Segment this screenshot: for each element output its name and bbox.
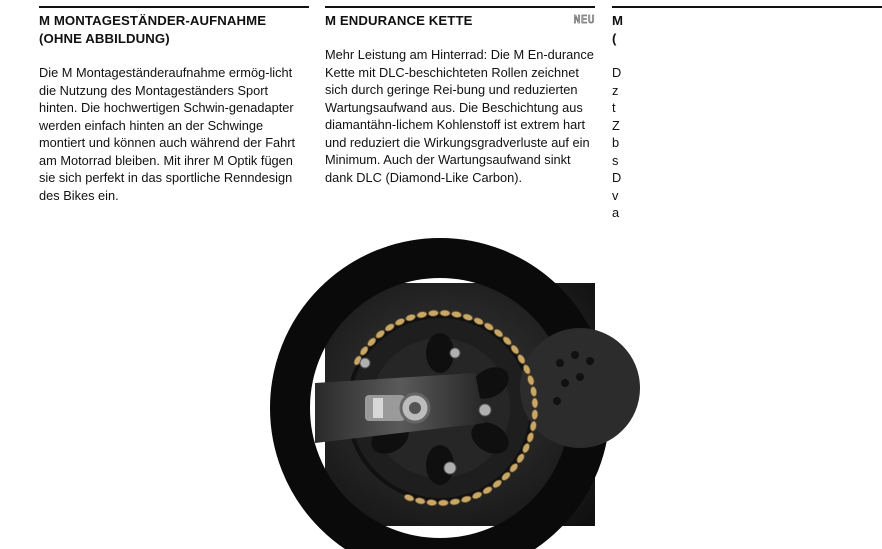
- article-body-line: v: [612, 187, 619, 203]
- chain-sprocket-photo: [325, 283, 595, 526]
- article-body-line: D: [612, 65, 622, 80]
- article-body: [39, 64, 309, 204]
- chain-link: [440, 310, 450, 317]
- article-body-line: a: [612, 205, 620, 220]
- chain-link: [532, 398, 539, 408]
- new-badge: NEU: [573, 13, 595, 26]
- article-body-line: t: [612, 100, 616, 115]
- article-body-text: Die M Montageständeraufnahme ermög-licht die Nutzung des Montageständers Sport hinten. Die hochwertigen Schwin-genadapter werden einfach hinten an der Schwinge montiert und können auch während der Fahrt am Motorrad bleiben. Mit ihrer M Optik fügen sie sich perfekt in das sportliche Renndesign des Bikes ein.: [39, 65, 296, 203]
- article-heading: [612, 12, 882, 48]
- article-body-line: z: [612, 82, 619, 98]
- article-endurance-kette: [325, 6, 595, 186]
- article-body-text: Mehr Leistung am Hinterrad: Die M En-durance Kette mit DLC-beschichteten Rollen zeichnet sich durch geringe Rei-bung und reduzierten Wartungsaufwand aus. Die Beschichtung aus diamantähn-lichem Kohlenstoff ist extrem hart und reduziert die Wirkungsgradverluste auf ein Minimum. Auch der Wartungsaufwand sinkt dank DLC (Diamond-Like Carbon).: [325, 47, 594, 185]
- article-title-line1: M ENDURANCE KETTE: [325, 13, 473, 28]
- column-rule: [325, 6, 595, 8]
- article-body-line: D: [612, 170, 622, 185]
- chain-link: [426, 499, 436, 506]
- article-title-line2: (: [612, 31, 617, 46]
- article-heading: [39, 12, 309, 48]
- article-body-line: b: [612, 135, 620, 150]
- chain-link: [428, 310, 438, 317]
- article-body-line: s: [612, 152, 619, 168]
- article-body-line: Z: [612, 117, 620, 133]
- column-rule: [612, 6, 882, 8]
- article-cropped: [612, 6, 882, 222]
- article-heading: [325, 12, 595, 30]
- chain-link: [531, 409, 538, 419]
- article-body: [612, 64, 882, 222]
- article-title-line1: M MONTAGESTÄNDER-AUFNAHME: [39, 13, 267, 28]
- chain-link: [438, 500, 448, 506]
- article-title-line1: M: [612, 13, 624, 28]
- article-body: [325, 46, 595, 186]
- chain-sprocket-illustration: [325, 283, 595, 526]
- column-rule: [39, 6, 309, 8]
- article-montageständer: [39, 6, 309, 204]
- article-title-line2: (OHNE ABBILDUNG): [39, 31, 170, 46]
